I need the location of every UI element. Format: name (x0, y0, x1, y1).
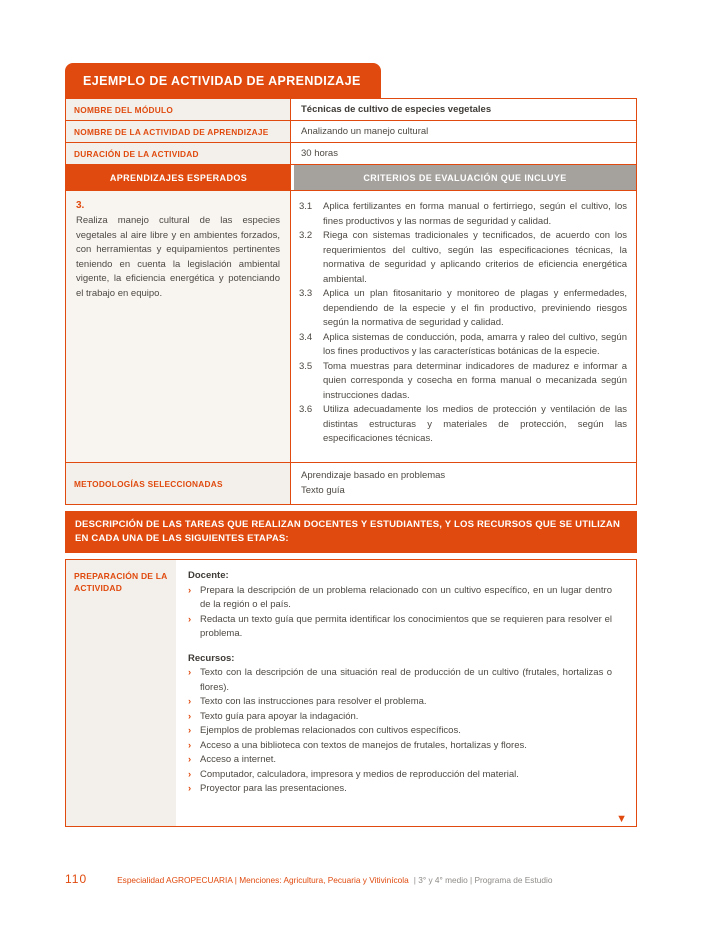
list-item (188, 710, 624, 725)
criteria-number: 3.3 (299, 288, 313, 299)
chevron-bullet-icon: › (188, 768, 192, 780)
list-item-text: Texto guía para apoyar la indagación. (200, 710, 359, 722)
list-item-text: Texto con las instrucciones para resolver el problema. (200, 696, 427, 707)
methodology-item: Aprendizaje basado en problemas (301, 470, 446, 481)
column-headers (66, 165, 636, 191)
criteria-text: Utiliza adecuadamente los medios de protección y ventilación de las distintas estructuras y materiales de protección, según las especificaciones técnicas. (323, 404, 627, 444)
preparation-label: PREPARACIÓN DE LA ACTIVIDAD (66, 560, 176, 826)
aprendizajes-header: APRENDIZAJES ESPERADOS (66, 165, 291, 190)
criteria-text: Riega con sistemas tradicionales y tecnificados, de acuerdo con los requerimientos del cultivo, según las especificaciones técnicas, la normativa de seguridad y aplicando criterios de eficiencia energética ambiental. (323, 230, 627, 285)
chevron-bullet-icon: › (188, 725, 192, 736)
list-item-text: Prepara la descripción de un problema relacionado con un cultivo específico, en un lugar dentro de la región o el país. (200, 584, 612, 610)
learning-content-row (66, 191, 636, 463)
row-label: NOMBRE DEL MÓDULO (66, 99, 291, 120)
list-item (188, 666, 624, 695)
page-title: EJEMPLO DE ACTIVIDAD DE APRENDIZAJE (65, 63, 381, 98)
chevron-bullet-icon: › (188, 754, 192, 765)
list-item (188, 613, 624, 642)
docente-bullet-list (188, 584, 624, 642)
list-item (188, 695, 624, 710)
criteria-text: Aplica fertilizantes en forma manual o fertirriego, según el cultivo, los fines productivos y las normas de seguridad y calidad. (323, 201, 627, 227)
methodology-item: Texto guía (301, 484, 345, 496)
methodologies-list (291, 463, 636, 504)
criteria-item (299, 200, 627, 229)
page-footer (65, 872, 665, 886)
criteria-item (299, 287, 627, 331)
methodologies-label: METODOLOGÍAS SELECCIONADAS (66, 463, 291, 504)
row-label: NOMBRE DE LA ACTIVIDAD DE APRENDIZAJE (66, 121, 291, 142)
chevron-bullet-icon: › (188, 783, 192, 794)
criteria-item (299, 403, 627, 447)
criteria-item (299, 331, 627, 360)
chevron-bullet-icon: › (188, 739, 192, 751)
expected-learning-cell (66, 191, 291, 462)
criteria-text: Aplica sistemas de conducción, poda, amarra y raleo del cultivo, según los fines productivos y las características botánicas de la especie. (323, 331, 627, 357)
list-item-text: Acceso a internet. (200, 754, 277, 765)
list-item-text: Proyector para las presentaciones. (200, 783, 347, 794)
recursos-group (188, 652, 624, 797)
criteria-number: 3.4 (299, 331, 313, 343)
continuation-arrow-icon: ▼ (616, 813, 627, 825)
list-item (188, 768, 624, 783)
table-row (66, 99, 636, 121)
criterios-header: CRITERIOS DE EVALUACIÓN QUE INCLUYE (291, 165, 636, 190)
list-item-text: Redacta un texto guía que permita identificar los conocimientos que se requieren para resolver el problema. (200, 613, 612, 639)
criteria-number: 3.5 (299, 360, 313, 372)
description-banner: DESCRIPCIÓN DE LAS TAREAS QUE REALIZAN DOCENTES Y ESTUDIANTES, Y LOS RECURSOS QUE SE UTILIZAN EN CADA UNA DE LAS SIGUIENTES ETAPAS: (65, 511, 637, 553)
list-item (188, 724, 624, 739)
list-item (188, 753, 624, 768)
list-item (188, 782, 624, 797)
criteria-number: 3.1 (299, 201, 313, 212)
criteria-item (299, 360, 627, 404)
docente-heading: Docente: (188, 570, 229, 581)
list-item (188, 739, 624, 754)
list-item-text: Ejemplos de problemas relacionados con cultivos específicos. (200, 725, 461, 736)
criteria-list (291, 191, 636, 462)
list-item-text: Computador, calculadora, impresora y medios de reproducción del material. (200, 768, 519, 780)
table-row (66, 121, 636, 143)
row-value: 30 horas (301, 148, 338, 159)
activity-table (65, 98, 637, 505)
activity-sheet (65, 63, 637, 827)
row-value: Analizando un manejo cultural (301, 126, 429, 137)
preparation-content (176, 560, 636, 826)
chevron-bullet-icon: › (188, 667, 192, 678)
recursos-heading: Recursos: (188, 652, 235, 664)
chevron-bullet-icon: › (188, 613, 192, 625)
criteria-item (299, 229, 627, 287)
list-item-text: Texto con la descripción de una situación real de producción de un cultivo (frutales, hortalizas o flores). (200, 667, 612, 693)
row-value: Técnicas de cultivo de especies vegetales (301, 104, 492, 115)
chevron-bullet-icon: › (188, 584, 192, 596)
expected-text: Realiza manejo cultural de las especies vegetales al aire libre y en ambientes forzados, con herramientas y equipamientos pertinentes teniendo en cuenta la legislación ambiental vigente, la eficiencia energética y potenciando el trabajo en equipo. (76, 215, 280, 299)
criteria-text: Aplica un plan fitosanitario y monitoreo de plagas y enfermedades, dependiendo de la especie y el fin productivo, previniendo riesgos según la normativa de seguridad y calidad. (323, 288, 627, 328)
list-item-text: Acceso a una biblioteca con textos de manejos de frutales, hortalizas y flores. (200, 739, 527, 751)
page-number: 110 (65, 872, 88, 886)
preparation-section (65, 559, 637, 827)
footer-specialty-text: Especialidad AGROPECUARIA | Menciones: Agricultura, Pecuaria y Vitivinícola (117, 875, 409, 885)
criteria-text: Toma muestras para determinar indicadores de madurez e informar a quien corresponda y cosecha en forma manual o mecanizada según instrucciones dadas. (323, 360, 627, 401)
info-rows (66, 99, 636, 165)
methodologies-row (66, 463, 636, 504)
footer-program-text: | 3° y 4° medio | Programa de Estudio (413, 875, 553, 885)
recursos-bullet-list (188, 666, 624, 797)
chevron-bullet-icon: › (188, 696, 192, 707)
chevron-bullet-icon: › (188, 710, 192, 722)
row-label: DURACIÓN DE LA ACTIVIDAD (66, 143, 291, 164)
table-row (66, 143, 636, 165)
expected-number: 3. (76, 200, 85, 211)
list-item (188, 584, 624, 613)
criteria-number: 3.6 (299, 404, 313, 415)
criteria-number: 3.2 (299, 230, 313, 241)
